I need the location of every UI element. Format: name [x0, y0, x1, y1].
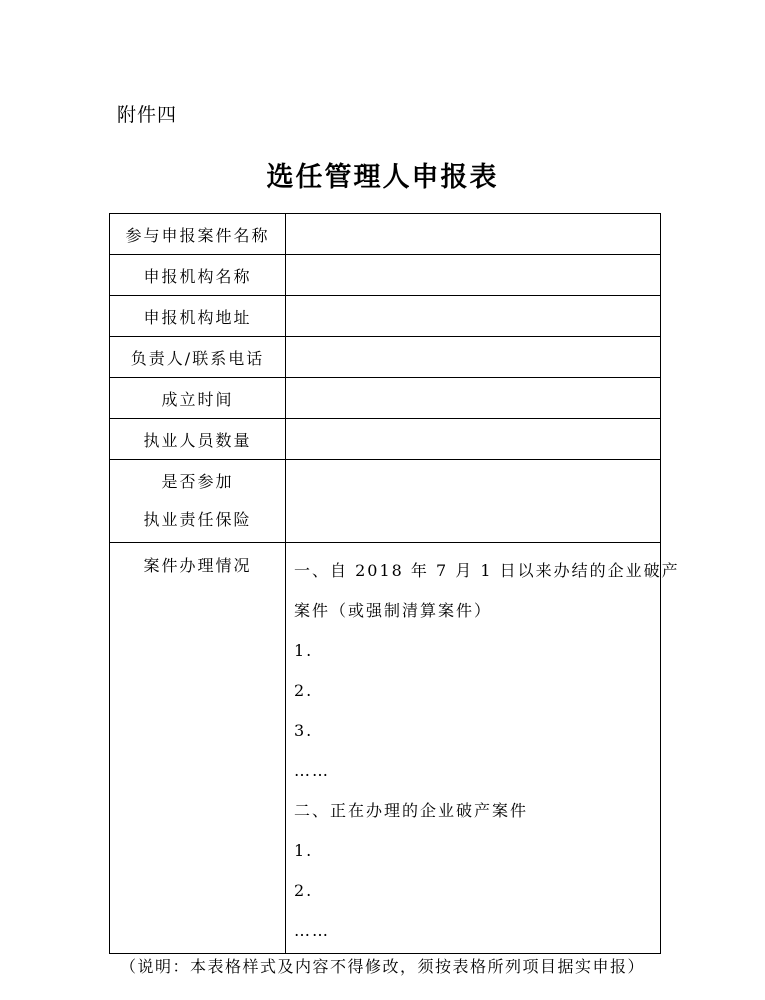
table-row	[110, 337, 661, 378]
org-name-field[interactable]	[286, 255, 661, 296]
table-row	[110, 419, 661, 460]
section2-item-1: 1.	[294, 841, 314, 860]
section2-item-2: 2.	[294, 881, 314, 900]
section2-ellipsis: ……	[294, 921, 330, 940]
table-row	[110, 296, 661, 337]
contact-label: 负责人/联系电话	[110, 337, 286, 378]
section1-ellipsis: ……	[294, 761, 330, 780]
org-name-label: 申报机构名称	[110, 255, 286, 296]
org-address-label: 申报机构地址	[110, 296, 286, 337]
section1-heading-line1: 一、自 2018 年 7 月 1 日以来办结的企业破产	[294, 561, 680, 580]
insurance-label-line1: 是否参加	[161, 472, 234, 491]
section1-heading-line2: 案件（或强制清算案件）	[294, 601, 493, 620]
staff-count-field[interactable]	[286, 419, 661, 460]
page-title: 选任管理人申报表	[266, 162, 499, 193]
application-form-table	[109, 213, 680, 954]
case-handling-field[interactable]	[286, 543, 680, 954]
table-row	[110, 378, 661, 419]
table-row	[110, 214, 661, 255]
section1-item-3: 3.	[294, 721, 314, 740]
table-row	[110, 543, 661, 954]
case-name-field[interactable]	[286, 214, 661, 255]
org-address-field[interactable]	[286, 296, 661, 337]
footer-note: （说明：本表格样式及内容不得修改，须按表格所列项目据实申报）	[119, 957, 645, 976]
insurance-label	[110, 460, 286, 543]
attachment-label: 附件四	[117, 104, 178, 126]
section1-item-1: 1.	[294, 641, 314, 660]
case-handling-label: 案件办理情况	[110, 543, 286, 954]
section1-item-2: 2.	[294, 681, 314, 700]
insurance-label-line2: 执业责任保险	[143, 510, 252, 529]
insurance-field[interactable]	[286, 460, 661, 543]
table-row	[110, 255, 661, 296]
founded-label: 成立时间	[110, 378, 286, 419]
founded-field[interactable]	[286, 378, 661, 419]
case-name-label: 参与申报案件名称	[110, 214, 286, 255]
contact-field[interactable]	[286, 337, 661, 378]
table-row	[110, 460, 661, 543]
staff-count-label: 执业人员数量	[110, 419, 286, 460]
section2-heading: 二、正在办理的企业破产案件	[294, 801, 529, 820]
